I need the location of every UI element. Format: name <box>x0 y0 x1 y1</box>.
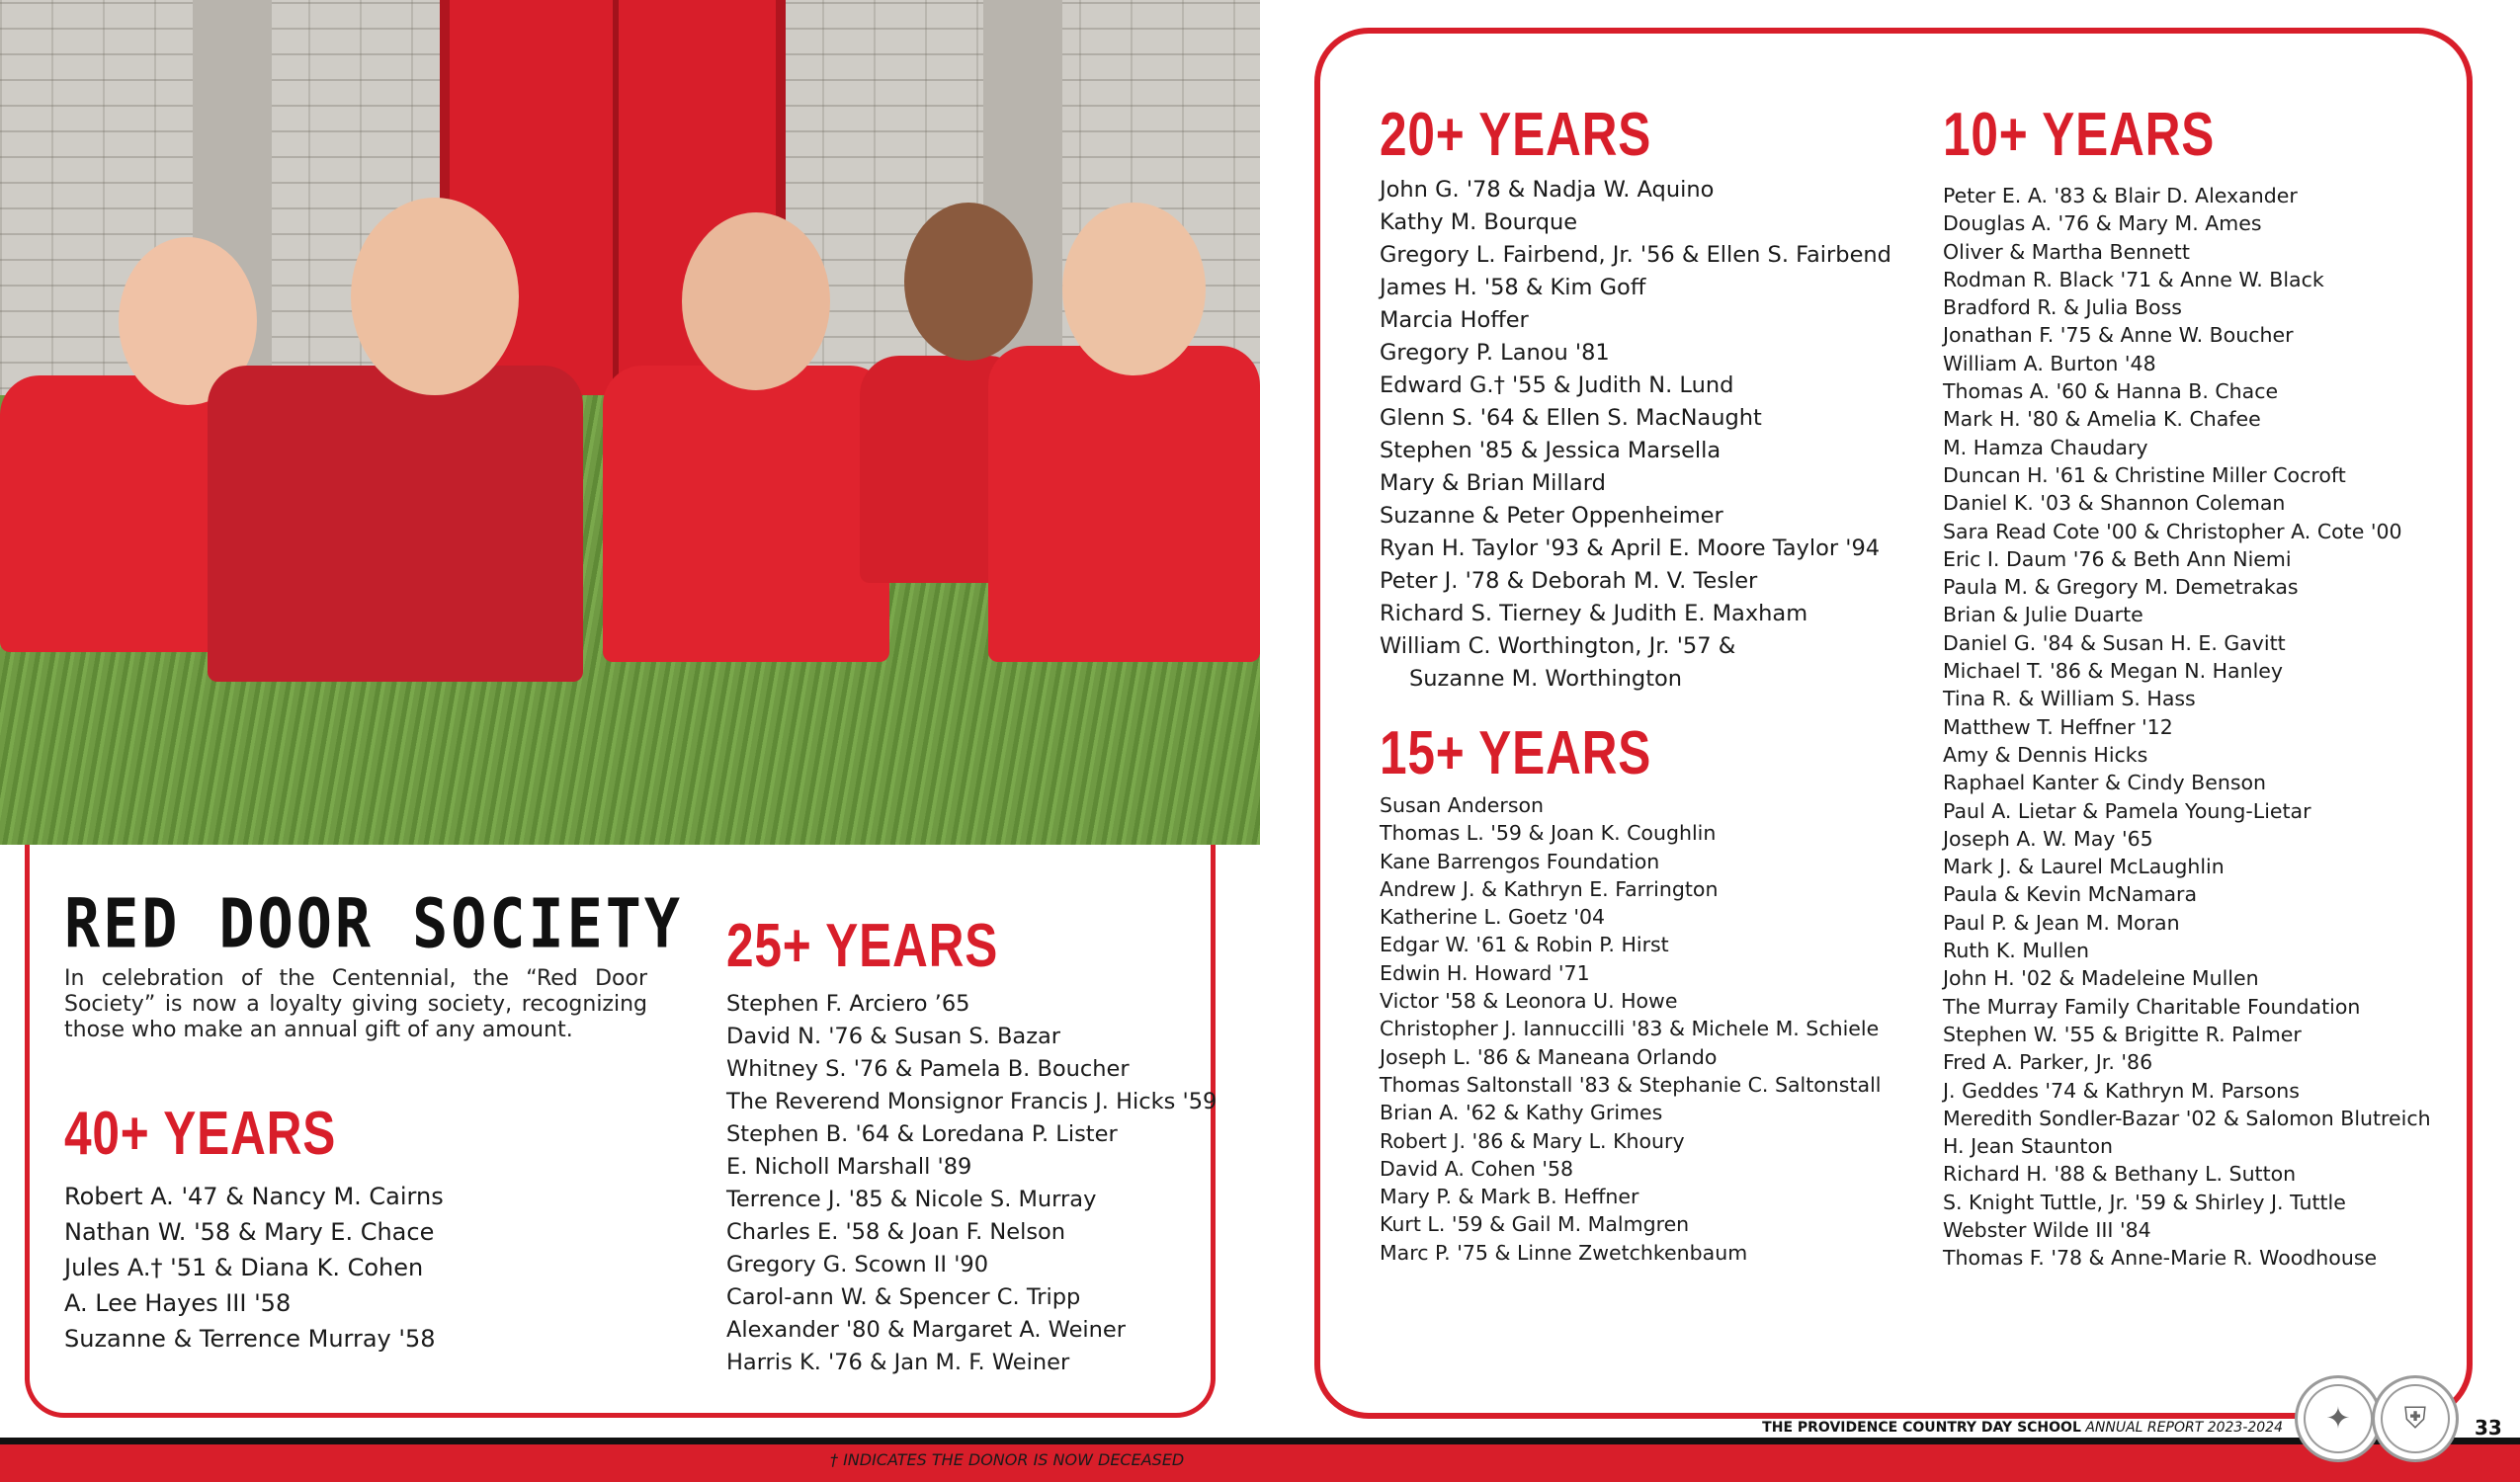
donor-list-40-years <box>64 1179 444 1357</box>
list-item: Thomas F. '78 & Anne-Marie R. Woodhouse <box>1943 1246 2378 1271</box>
list-item: Brian A. '62 & Kathy Grimes <box>1380 1101 1663 1125</box>
person-shirt <box>0 375 227 652</box>
list-item: Matthew T. Heffner '12 <box>1943 714 2173 739</box>
list-item: Suzanne & Peter Oppenheimer <box>1380 503 1723 529</box>
list-item: Suzanne M. Worthington <box>1409 666 1683 692</box>
list-item: Fred A. Parker, Jr. '86 <box>1943 1050 2153 1075</box>
list-item: Meredith Sondler-Bazar '02 & Salomon Blutreich <box>1943 1106 2431 1130</box>
list-item: Daniel G. '84 & Susan H. E. Gavitt <box>1943 630 2286 655</box>
footer-divider <box>0 1438 2520 1444</box>
list-item: Paul A. Lietar & Pamela Young-Lietar <box>1943 798 2311 823</box>
list-item: Nathan W. '58 & Mary E. Chace <box>64 1218 435 1246</box>
list-item: David N. '76 & Susan S. Bazar <box>726 1024 1061 1049</box>
book-icon: ✦ <box>2325 1401 2351 1437</box>
list-item: Stephen B. '64 & Loredana P. Lister <box>726 1121 1118 1147</box>
person-head <box>682 212 830 390</box>
list-item: Marc P. '75 & Linne Zwetchkenbaum <box>1380 1240 1748 1265</box>
list-item: Brian & Julie Duarte <box>1943 603 2143 627</box>
list-item: Sara Read Cote '00 & Christopher A. Cote '00 <box>1943 519 2402 543</box>
list-item: John H. '02 & Madeleine Mullen <box>1943 966 2259 991</box>
person-shirt <box>988 346 1260 662</box>
list-item: Gregory L. Fairbend, Jr. '56 & Ellen S. Fairbend <box>1380 242 1891 268</box>
heading-40-years: 40+ YEARS <box>64 1100 337 1168</box>
list-item: Paul P. & Jean M. Moran <box>1943 910 2180 935</box>
list-item: The Reverend Monsignor Francis J. Hicks '59 <box>726 1089 1218 1114</box>
list-item: Carol-ann W. & Spencer C. Tripp <box>726 1284 1081 1310</box>
list-item: Suzanne & Terrence Murray '58 <box>64 1325 436 1353</box>
list-item: Gregory G. Scown II '90 <box>726 1252 989 1277</box>
page-number: 33 <box>2475 1416 2502 1440</box>
list-item: Mark J. & Laurel McLaughlin <box>1943 855 2225 879</box>
report-title: ANNUAL REPORT 2023-2024 <box>2085 1420 2283 1436</box>
list-item: Paula & Kevin McNamara <box>1943 882 2198 907</box>
list-item: Victor '58 & Leonora U. Howe <box>1380 989 1678 1014</box>
list-item: Mary & Brian Millard <box>1380 470 1606 496</box>
list-item: Webster Wilde III '84 <box>1943 1217 2151 1242</box>
list-item: Richard S. Tierney & Judith E. Maxham <box>1380 601 1808 626</box>
list-item: Charles E. '58 & Joan F. Nelson <box>726 1219 1066 1245</box>
list-item: H. Jean Staunton <box>1943 1134 2113 1159</box>
list-item: A. Lee Hayes III '58 <box>64 1289 292 1317</box>
list-item: Mark H. '80 & Amelia K. Chafee <box>1943 407 2261 432</box>
list-item: Kurt L. '59 & Gail M. Malmgren <box>1380 1212 1690 1237</box>
list-item: William C. Worthington, Jr. '57 & <box>1380 633 1736 659</box>
person-shirt <box>603 366 889 662</box>
list-item: E. Nicholl Marshall '89 <box>726 1154 972 1180</box>
list-item: Peter J. '78 & Deborah M. V. Tesler <box>1380 568 1758 594</box>
donor-list-15-years <box>1380 791 1881 1267</box>
list-item: Joseph L. '86 & Maneana Orlando <box>1380 1044 1718 1069</box>
group-photo <box>0 0 1260 845</box>
list-item: Marcia Hoffer <box>1380 307 1529 333</box>
school-name: THE PROVIDENCE COUNTRY DAY SCHOOL <box>1762 1420 2081 1436</box>
list-item: Stephen W. '55 & Brigitte R. Palmer <box>1943 1022 2302 1046</box>
list-item: Eric I. Daum '76 & Beth Ann Niemi <box>1943 546 2292 571</box>
heading-20-years: 20+ YEARS <box>1380 101 1652 169</box>
list-item: Stephen F. Arciero ’65 <box>726 991 970 1017</box>
list-item: Terrence J. '85 & Nicole S. Murray <box>726 1187 1097 1212</box>
heading-10-years: 10+ YEARS <box>1943 101 2216 169</box>
list-item: Edward G.† '55 & Judith N. Lund <box>1380 372 1734 398</box>
list-item: Joseph A. W. May '65 <box>1943 826 2153 851</box>
list-item: Andrew J. & Kathryn E. Farrington <box>1380 876 1719 901</box>
list-item: Thomas A. '60 & Hanna B. Chace <box>1943 379 2279 404</box>
list-item: John G. '78 & Nadja W. Aquino <box>1380 177 1715 203</box>
donor-list-25-years <box>726 988 1217 1379</box>
list-item: Ryan H. Taylor '93 & April E. Moore Taylor '94 <box>1380 535 1881 561</box>
school-seal-icon <box>2295 1375 2382 1462</box>
list-item: Rodman R. Black '71 & Anne W. Black <box>1943 267 2324 291</box>
list-item: S. Knight Tuttle, Jr. '59 & Shirley J. Tuttle <box>1943 1190 2346 1214</box>
list-item: David A. Cohen '58 <box>1380 1156 1574 1181</box>
list-item: Bradford R. & Julia Boss <box>1943 295 2182 320</box>
list-item: M. Hamza Chaudary <box>1943 435 2148 459</box>
shield-icon: ⛨ <box>2403 1401 2427 1437</box>
deceased-footnote: † INDICATES THE DONOR IS NOW DECEASED <box>830 1450 1185 1469</box>
list-item: Robert J. '86 & Mary L. Khoury <box>1380 1128 1685 1153</box>
list-item: Raphael Kanter & Cindy Benson <box>1943 771 2267 795</box>
list-item: Richard H. '88 & Bethany L. Sutton <box>1943 1162 2297 1187</box>
footer-bar <box>0 1444 2520 1482</box>
list-item: Christopher J. Iannuccilli '83 & Michele M. Schiele <box>1380 1017 1880 1041</box>
society-title: RED DOOR SOCIETY <box>64 884 683 964</box>
list-item: Susan Anderson <box>1380 793 1545 817</box>
list-item: Oliver & Martha Bennett <box>1943 239 2190 264</box>
list-item: Michael T. '86 & Megan N. Hanley <box>1943 659 2284 684</box>
society-description: In celebration of the Centennial, the “Red Door Society” is now a loyalty giving society, recognizing those who make an annual gift of any amount. <box>64 966 647 1042</box>
donor-list-10-years <box>1943 182 2431 1273</box>
list-item: Duncan H. '61 & Christine Miller Cocroft <box>1943 462 2346 487</box>
list-item: William A. Burton '48 <box>1943 351 2156 375</box>
heading-25-years: 25+ YEARS <box>726 912 999 980</box>
list-item: James H. '58 & Kim Goff <box>1380 275 1646 300</box>
list-item: Thomas Saltonstall '83 & Stephanie C. Saltonstall <box>1380 1072 1882 1097</box>
list-item: The Murray Family Charitable Foundation <box>1943 994 2361 1019</box>
list-item: Katherine L. Goetz '04 <box>1380 905 1606 930</box>
list-item: Peter E. A. '83 & Blair D. Alexander <box>1943 184 2298 207</box>
list-item: Gregory P. Lanou '81 <box>1380 340 1610 366</box>
list-item: Kathy M. Bourque <box>1380 209 1578 235</box>
list-item: Mary P. & Mark B. Heffner <box>1380 1185 1639 1209</box>
list-item: Edgar W. '61 & Robin P. Hirst <box>1380 933 1669 957</box>
person-head <box>351 198 519 395</box>
list-item: Thomas L. '59 & Joan K. Coughlin <box>1380 821 1717 846</box>
list-item: Whitney S. '76 & Pamela B. Boucher <box>726 1056 1130 1082</box>
list-item: Kane Barrengos Foundation <box>1380 849 1660 873</box>
list-item: Paula M. & Gregory M. Demetrakas <box>1943 575 2299 600</box>
list-item: J. Geddes '74 & Kathryn M. Parsons <box>1943 1078 2300 1103</box>
list-item: Alexander '80 & Margaret A. Weiner <box>726 1317 1127 1343</box>
person-head <box>904 203 1033 361</box>
list-item: Ruth K. Mullen <box>1943 939 2090 963</box>
list-item: Edwin H. Howard '71 <box>1380 960 1590 985</box>
list-item: Harris K. '76 & Jan M. F. Weiner <box>726 1350 1070 1375</box>
crest-seal-icon <box>2372 1375 2459 1462</box>
list-item: Robert A. '47 & Nancy M. Cairns <box>64 1183 444 1210</box>
list-item: Jonathan F. '75 & Anne W. Boucher <box>1943 323 2294 348</box>
heading-15-years: 15+ YEARS <box>1380 719 1652 787</box>
list-item: Stephen '85 & Jessica Marsella <box>1380 438 1722 463</box>
list-item: Douglas A. '76 & Mary M. Ames <box>1943 211 2262 236</box>
person-head <box>1062 203 1206 375</box>
footer-school-line <box>1762 1420 2283 1436</box>
list-item: Daniel K. '03 & Shannon Coleman <box>1943 491 2286 516</box>
list-item: Amy & Dennis Hicks <box>1943 742 2148 767</box>
donor-list-20-years <box>1380 174 1891 696</box>
list-item: Jules A.† '51 & Diana K. Cohen <box>64 1254 424 1281</box>
person-shirt <box>208 366 583 682</box>
list-item: Tina R. & William S. Hass <box>1943 687 2196 711</box>
list-item: Glenn S. '64 & Ellen S. MacNaught <box>1380 405 1762 431</box>
